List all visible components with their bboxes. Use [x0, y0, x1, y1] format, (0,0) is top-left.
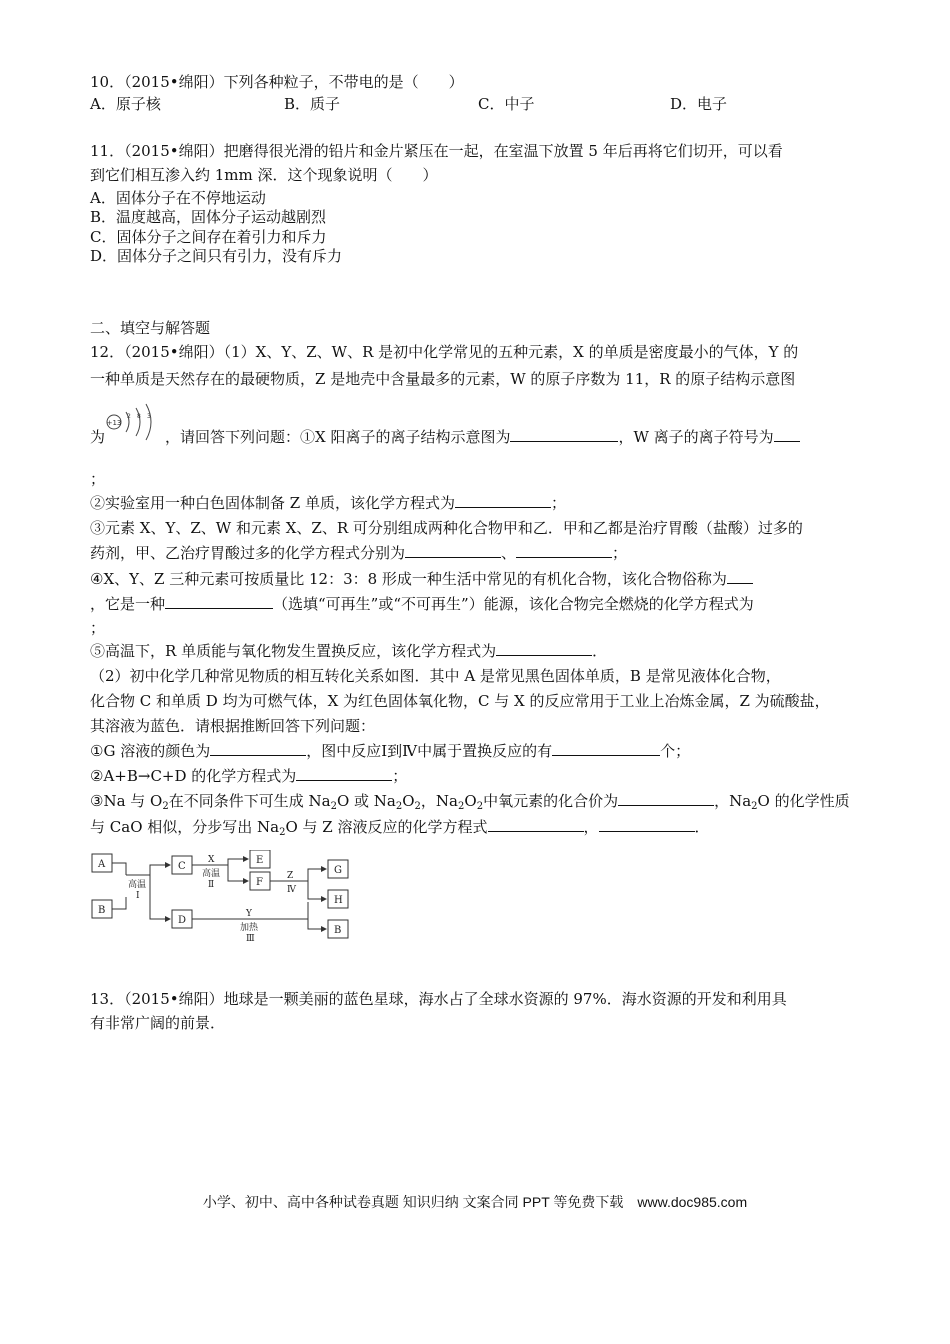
edge-label: Ⅳ — [287, 885, 296, 895]
transformation-diagram — [90, 850, 360, 942]
q12-part2-line1: （2）初中化学几种常见物质的相互转化关系如图．其中 A 是常见黑色固体单质，B 是常见液体化合物， — [90, 667, 781, 685]
answer-blank[interactable] — [516, 543, 612, 558]
q11-option-b: B．温度越高，固体分子运动越剧烈 — [90, 208, 327, 226]
q12-part2-line6: ③Na 与 $O_2$在不同条件下可生成 $Na_2O$ 或 $Na_2O_2$，$Na_2O_2$中氧元素的化合价为 ，$Na_2O$ 的化学性质 — [90, 792, 850, 812]
svg-text:8: 8 — [137, 413, 141, 420]
q12-line9: ，它是一种 （选填“可再生”或“不可再生”）能源，该化合物完全燃烧的化学方程式为 — [90, 595, 754, 613]
node-label: G — [334, 865, 342, 876]
section-title: 二、填空与解答题 — [90, 319, 211, 337]
answer-blank[interactable] — [296, 766, 392, 781]
node-label: D — [178, 915, 187, 926]
node-label: E — [256, 855, 264, 866]
edge-label: Ⅰ — [136, 891, 140, 901]
edge-label: Ⅲ — [246, 934, 255, 942]
node-label: A — [98, 859, 106, 870]
q12-line6: ③元素 X、Y、Z、W 和元素 X、Z、R 可分别组成两种化合物甲和乙．甲和乙都是治疗胃酸（盐酸）过多的 — [90, 519, 803, 537]
answer-blank[interactable] — [727, 569, 753, 584]
answer-blank[interactable] — [210, 741, 306, 756]
q12-line2: 一种单质是天然存在的最硬物质，Z 是地壳中含量最多的元素，W 的原子序数为 11，R 的原子结构示意图 — [90, 370, 796, 388]
q12-line10: ； — [90, 619, 106, 637]
svg-text:3: 3 — [147, 413, 151, 420]
q13-line2: 有非常广阔的前景． — [90, 1014, 226, 1032]
q12-line5: ②实验室用一种白色固体制备 Z 单质，该化学方程式为 ； — [90, 494, 566, 512]
footer-text: 小学、初中、高中各种试卷真题 知识归纳 文案合同 PPT 等免费下载 www.doc985.com — [202, 1194, 748, 1210]
q11-stem-line1: 11．（2015•绵阳）把磨得很光滑的铅片和金片紧压在一起，在室温下放置 5 年后再将它们切开，可以看 — [90, 142, 783, 160]
q12-line1: 12．（2015•绵阳）（1）X、Y、Z、W、R 是初中化学常见的五种元素，X 的单质是密度最小的气体，Y 的 — [90, 343, 799, 361]
q12-line8: ④X、Y、Z 三种元素可按质量比 12：3：8 形成一种生活中常见的有机化合物，该化合物俗称为 — [90, 569, 753, 589]
q12-line7: 药剂，甲、乙治疗胃酸过多的化学方程式分别为 、 ； — [90, 544, 628, 562]
edge-label: 高温 — [202, 869, 221, 879]
q11-option-a: A．固体分子在不停地运动 — [90, 189, 266, 207]
q12-part2-line2: 化合物 C 和单质 D 均为可燃气体，X 为红色固体氧化物，C 与 X 的反应常用于工业上冶炼金属，Z 为硫酸盐， — [90, 692, 830, 710]
node-label: C — [178, 861, 186, 872]
q10-stem: 10．（2015•绵阳）下列各种粒子，不带电的是（ ） — [90, 73, 464, 91]
answer-blank[interactable] — [618, 791, 714, 806]
edge-label: Y — [246, 909, 252, 919]
q12-line11: ⑤高温下，R 单质能与氧化物发生置换反应，该化学方程式为 ． — [90, 642, 608, 660]
q10-option-d: D．电子 — [670, 95, 728, 113]
q10-option-c: C．中子 — [478, 95, 535, 113]
edge-label: X — [208, 855, 215, 865]
node-label: H — [334, 895, 343, 906]
answer-blank[interactable] — [496, 641, 592, 656]
q11-option-d: D．固体分子之间只有引力，没有斥力 — [90, 247, 343, 265]
q11-stem-line2: 到它们相互渗入约 1mm 深．这个现象说明（ ） — [90, 166, 438, 184]
answer-blank[interactable] — [405, 543, 501, 558]
q11-option-c: C．固体分子之间存在着引力和斥力 — [90, 228, 327, 246]
node-label: B — [98, 905, 106, 916]
edge-label: Z — [287, 871, 294, 881]
q12-part2-line4: ①G 溶液的颜色为 ，图中反应Ⅰ到Ⅳ中属于置换反应的有 个； — [90, 742, 691, 760]
answer-blank[interactable] — [599, 817, 695, 832]
q10-option-a: A．原子核 — [90, 95, 161, 113]
edge-label: 高温 — [128, 880, 147, 890]
q13-line1: 13．（2015•绵阳）地球是一颗美丽的蓝色星球，海水占了全球水资源的 97%．海水资源的开发和利用具 — [90, 990, 787, 1008]
answer-blank[interactable] — [488, 817, 584, 832]
q12-line4: ； — [90, 470, 106, 488]
q12-part2-line7: 与 CaO 相似，分步写出 $Na_2O$ 与 Z 溶液反应的化学方程式 ， ． — [90, 818, 710, 838]
edge-label: Ⅱ — [208, 880, 215, 890]
node-label: F — [256, 877, 263, 888]
answer-blank[interactable] — [455, 493, 551, 508]
q12-line3: 为 ，请回答下列问题：①X 阳离子的离子结构示意图为 ，W 离子的离子符号为 — [90, 427, 800, 447]
answer-blank[interactable] — [774, 427, 800, 442]
q10-option-b: B．质子 — [284, 95, 341, 113]
edge-label: 加热 — [240, 923, 259, 933]
q12-part2-line5: ②A+B→C+D 的化学方程式为 ； — [90, 767, 408, 785]
svg-text:2: 2 — [127, 413, 131, 420]
atom-label: +13 — [106, 419, 122, 427]
answer-blank[interactable] — [552, 741, 660, 756]
node-label: B — [334, 925, 342, 936]
answer-blank[interactable] — [510, 427, 618, 442]
q12-part2-line3: 其溶液为蓝色．请根据推断回答下列问题： — [90, 717, 376, 735]
answer-blank[interactable] — [165, 594, 273, 609]
